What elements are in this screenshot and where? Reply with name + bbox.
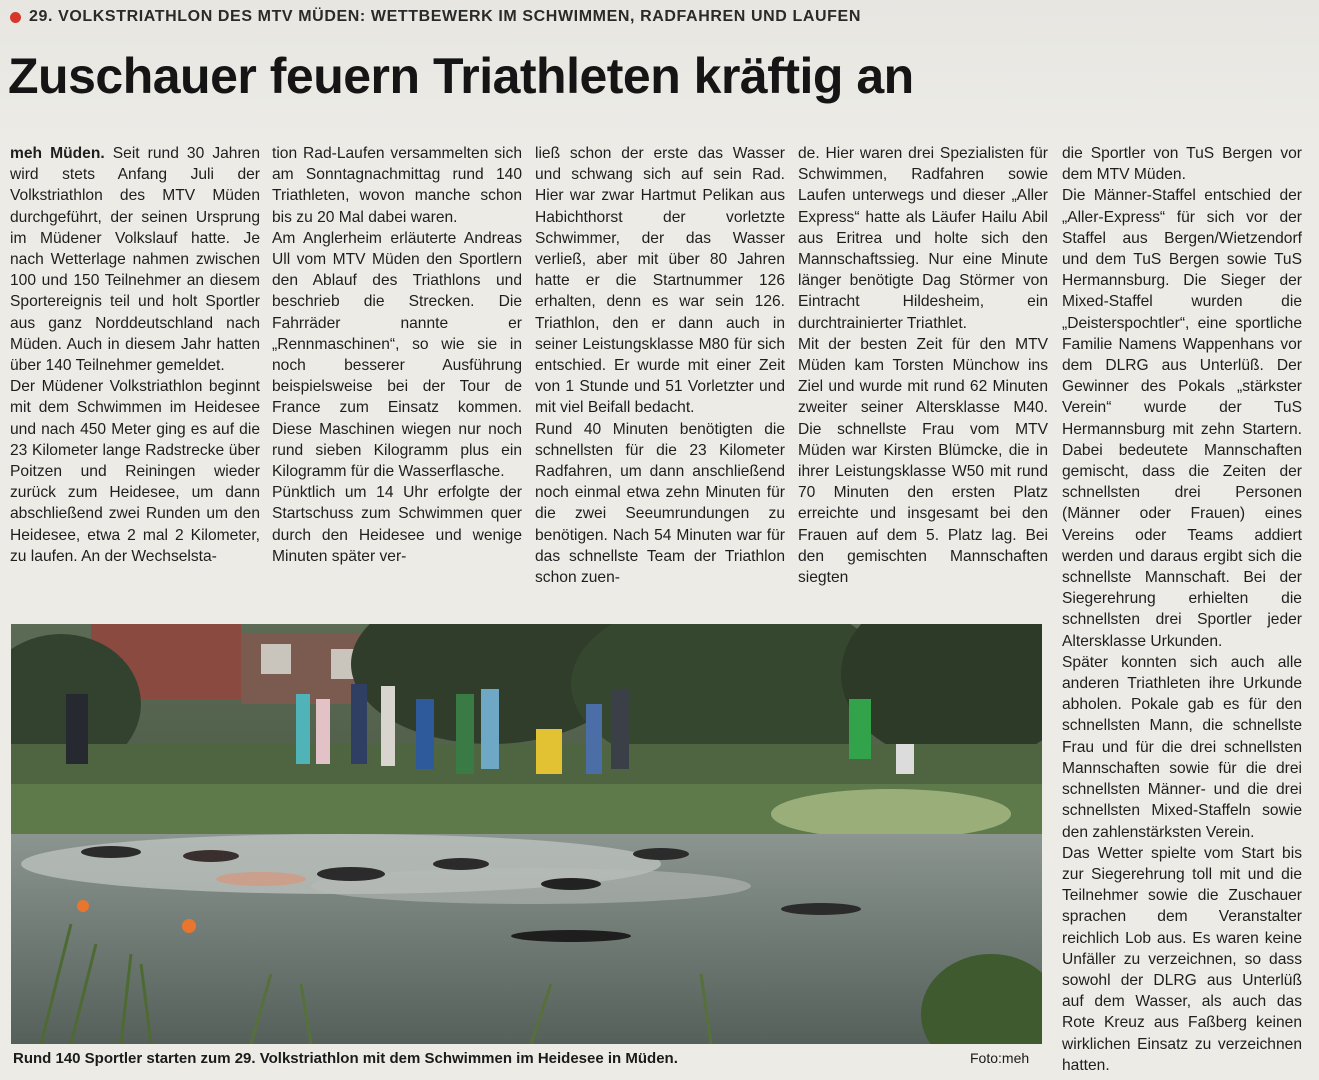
- photo-credit: Foto:meh: [970, 1050, 1030, 1066]
- paragraph: Am Anglerheim erläuterte Andreas Ull vom MTV Müden den Sportlern den Ablauf des Triathlons und beschrieb die Strecken. Die Fahrräder nannte er „Rennmaschinen“, so wie sie in noch besserer Ausführung beispielsweise bei der Tour de France zum Einsatz kommen. Diese Maschinen wiegen nur noch rund sieben Kilogramm plus ein Kilogramm für die Wasserflasche.: [272, 229, 522, 481]
- paragraph: Die Männer-Staffel entschied der „Aller-Express“ für sich vor der Staffel aus Bergen/Wietzendorf und dem TuS Bergen sowie TuS Hermannsburg. Die Sieger der Mixed-Staffel wurden die „Deisterspochtler“, eine sportliche Familie Namens Wappenhans vor dem DLRG aus Unterlüß. Der Gewinner des Pokals „stärkster Verein“ wurde der TuS Hermannsburg mit zehn Startern. Dabei bedeutete Mannschaften gemischt, dass die Zeiten der schnellsten drei Personen (Männer oder Frauen) eines Vereins oder Teams addiert werden und daraus ergibt sich die schnellste Mannschaft. Bei der Siegerehrung erhielten die schnellsten drei Sportler jeder Altersklasse Urkunden.: [1062, 187, 1302, 650]
- paragraph: ließ schon der erste das Wasser und schwang sich auf sein Rad. Hier war zwar Hartmut Pelikan aus Habichthorst der vorletzte Schwimmer, der das Wasser verließ, aber mit über 80 Jahren hatte er die Startnummer 126 erhalten, denn es war sein 126. Triathlon, den er dann auch in seiner Leistungsklasse M80 für sich entschied. Er wurde mit einer Zeit von 1 Stunde und 51 Vorletzter und mit viel Beifall bedacht.: [535, 145, 785, 417]
- paragraph: Der Müdener Volkstriathlon beginnt mit dem Schwimmen im Heidesee und nach 450 Meter ging es auf die 23 Kilometer lange Radstrecke über Poitzen und Reiningen wieder zurück zum Heidesee, um dann abschließend zwei Runden um den Heidesee, etwa 2 mal 2 Kilometer, zu laufen. An der Wechselsta-: [10, 378, 260, 565]
- paragraph: Später konnten sich auch alle anderen Triathleten ihre Urkunde abholen. Pokale gab es für den schnellsten Mann, die schnellste Frau und für die drei schnellsten Mannschaften sowie für die drei schnellsten Männer- und die drei schnellsten Mixed-Staffeln sowie den zahlenstärksten Verein.: [1062, 653, 1302, 841]
- article-column-1: [10, 143, 260, 567]
- article-column-2: [272, 143, 522, 567]
- paragraph: Rund 40 Minuten benötigten die schnellsten für die 23 Kilometer Radfahren, um dann anschließend noch einmal etwa zehn Minuten für die zwei Seeumrundungen zu benötigen. Nach 54 Minuten war für das schnellste Team der Triathlon schon zuen-: [535, 420, 785, 587]
- paragraph: Pünktlich um 14 Uhr erfolgte der Startschuss zum Schwimmen quer durch den Heidesee und wenige Minuten später ver-: [272, 484, 522, 565]
- article-headline: Zuschauer feuern Triathleten kräftig an: [8, 48, 914, 104]
- paragraph: tion Rad-Laufen versammelten sich am Sonntagnachmittag rund 140 Triathleten, wovon manche schon bis zu 20 Mal dabei waren.: [272, 145, 522, 226]
- article-kicker: [10, 6, 861, 28]
- paragraph: die Sportler von TuS Bergen vor dem MTV Müden.: [1062, 145, 1302, 184]
- paragraph: meh Müden. Seit rund 30 Jahren wird stets Anfang Juli der Volkstriathlon des MTV Müden durchgeführt, der seinen Ursprung im Müdener Volkslauf hatte. Je nach Wetterlage nahmen zwischen 100 und 150 Teilnehmer an diesem Sportereignis teil und holt Sportler aus ganz Norddeutschland nach Müden. Auch in diesem Jahr hatten über 140 Teilnehmer gemeldet.: [10, 145, 260, 375]
- paragraph: Mit der besten Zeit für den MTV Müden kam Torsten Münchow ins Ziel und wurde mit rund 62 Minuten zweiter seiner Altersklasse M40. Die schnellste Frau vom MTV Müden war Kirsten Blümcke, die in ihrer Leistungsklasse W50 mit rund 70 Minuten den ersten Platz erreichte und insgesamt bei den Frauen auf dem 5. Platz lag. Bei den gemischten Mannschaften siegten: [798, 335, 1048, 587]
- lake-swimmers-photo: [11, 624, 1042, 1044]
- photo-illustration: [11, 624, 1042, 1044]
- red-dot-icon: [10, 12, 21, 23]
- paragraph: Das Wetter spielte vom Start bis zur Siegerehrung toll mit und die Teilnehmer sowie die Zuschauer sprachen dem Veranstalter reichlich Lob aus. Es waren keine Unfäller zu verzeichnen, so dass sowohl der DLRG aus Unterlüß auf dem Wasser, als auch das Rote Kreuz aus Faßberg keinen wirklichen Einsatz zu verzeichnen hatten.: [1062, 844, 1302, 1074]
- article-column-3: [535, 143, 785, 588]
- article-column-5: [1062, 143, 1302, 1076]
- kicker-text: 29. VOLKSTRIATHLON DES MTV MÜDEN: WETTBEWERK IM SCHWIMMEN, RADFAHREN UND LAUFEN: [29, 8, 861, 25]
- article-column-4: [798, 143, 1048, 588]
- author-lead: meh Müden.: [10, 145, 105, 162]
- paragraph: de. Hier waren drei Spezialisten für Schwimmen, Radfahren sowie Laufen unterwegs und dieser „Aller Express“ hatte als Läufer Hailu Abil aus Eritrea und holte sich den Mannschaftssieg. Nur eine Minute länger benötigte Dag Störmer von Eintracht Hildesheim, ein durchtrainierter Triathlet.: [798, 145, 1048, 332]
- photo-caption: Rund 140 Sportler starten zum 29. Volkstriathlon mit dem Schwimmen im Heidesee in Müden.: [13, 1050, 678, 1067]
